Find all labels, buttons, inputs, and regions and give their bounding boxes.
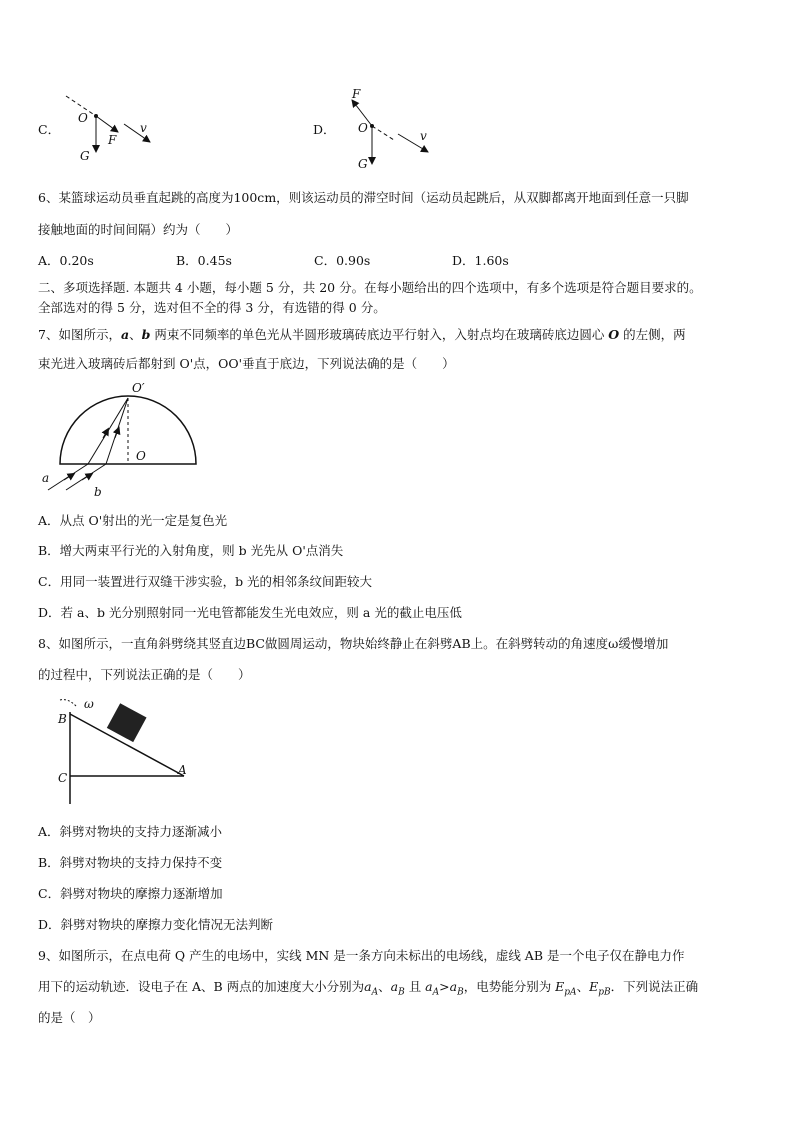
q7-sep: 、 bbox=[129, 327, 142, 342]
label-b: b bbox=[94, 485, 102, 499]
q7-option-c: C．用同一装置进行双缝干涉实验，b 光的相邻条纹间距较大 bbox=[38, 574, 373, 589]
q8-option-a: A．斜劈对物块的支持力逐渐减小 bbox=[38, 824, 223, 839]
q8-option-b: B．斜劈对物块的支持力保持不变 bbox=[38, 855, 223, 870]
q9-epb: E bbox=[589, 979, 599, 994]
section2-line1: 二、多项选择题. 本题共 4 小题，每小题 5 分，共 20 分。在每小题给出的四个选项中，有多个选项是符合题目要求的。 bbox=[38, 280, 702, 295]
dashed-line bbox=[372, 126, 394, 140]
label-g: G bbox=[80, 149, 90, 163]
force-arrow bbox=[96, 116, 118, 132]
q7-option-b: B．增大两束平行光的入射角度，则 b 光先从 O'点消失 bbox=[38, 543, 344, 558]
q8-line1: 8、如图所示，一直角斜劈绕其竖直边BC做圆周运动，物块始终静止在斜劈AB上。在斜劈转动的角速度ω缓慢增加 bbox=[38, 636, 669, 651]
q9-cmp-sub2: B bbox=[457, 987, 464, 998]
q8-option-d: D．斜劈对物块的摩擦力变化情况无法判断 bbox=[38, 917, 274, 932]
q9-text-pre: 用下的运动轨迹．设电子在 A、B 两点的加速度大小分别为 bbox=[38, 979, 365, 994]
q7-b: b bbox=[141, 327, 151, 342]
label-b: B bbox=[58, 712, 67, 726]
option-c-label: C． bbox=[38, 122, 61, 137]
q7-text-pre: 7、如图所示， bbox=[38, 327, 121, 342]
q8-option-c: C．斜劈对物块的摩擦力逐渐增加 bbox=[38, 886, 223, 901]
q9-line2 bbox=[38, 977, 698, 998]
label-g: G bbox=[358, 157, 368, 171]
block bbox=[107, 703, 147, 742]
q9-epa: E bbox=[555, 979, 565, 994]
point-o bbox=[370, 124, 374, 128]
q9-end: ．下列说法正确 bbox=[610, 979, 699, 994]
q6-option-c: C．0.90s bbox=[314, 253, 371, 268]
label-o: O bbox=[358, 121, 368, 135]
ray-b-arrow bbox=[82, 475, 90, 480]
q6-option-a: A．0.20s bbox=[38, 253, 94, 268]
q6-line1: 6、某篮球运动员垂直起跳的高度为100cm，则该运动员的滞空时间（运动员起跳后，从双脚都离开地面到任意一只脚 bbox=[38, 190, 689, 205]
q7-line1 bbox=[38, 325, 686, 343]
q7-figure bbox=[38, 378, 208, 502]
label-o-prime: O′ bbox=[132, 381, 145, 395]
q9-epa-sub: pA bbox=[564, 987, 577, 998]
label-v: v bbox=[420, 129, 427, 143]
label-o: O bbox=[136, 449, 146, 463]
q9-aA: a bbox=[364, 979, 372, 994]
q5-figure-d bbox=[340, 82, 450, 172]
rotation-arc bbox=[60, 700, 76, 706]
q9-cmp-sub1: A bbox=[432, 987, 440, 998]
q9-aB: a bbox=[390, 979, 399, 994]
q5-figure-c bbox=[60, 90, 170, 170]
q9-epb-sub: pB bbox=[598, 987, 611, 998]
q7-text-end: 的左侧，两 bbox=[619, 327, 686, 342]
q9-mid: 且 bbox=[404, 979, 426, 994]
q6-option-b: B．0.45s bbox=[176, 253, 232, 268]
q6-option-d: D．1.60s bbox=[452, 253, 509, 268]
q7-option-a: A．从点 O'射出的光一定是复色光 bbox=[38, 513, 228, 528]
point-o bbox=[94, 114, 98, 118]
q9-post: ，电势能分别为 bbox=[463, 979, 556, 994]
q9-sep: 、 bbox=[378, 979, 391, 994]
q9-gt: >a bbox=[439, 979, 458, 994]
label-c: C bbox=[58, 771, 68, 785]
label-f: F bbox=[108, 133, 117, 147]
label-a: a bbox=[42, 471, 50, 485]
q9-aB-sub: B bbox=[398, 987, 405, 998]
q7-text-post: 两束不同频率的单色光从半圆形玻璃砖底边平行射入，入射点均在玻璃砖底边圆心 bbox=[150, 327, 609, 342]
ray-a-inside bbox=[88, 398, 128, 464]
section2-line2: 全部选对的得 5 分，选对但不全的得 3 分，有选错的得 0 分。 bbox=[38, 300, 386, 315]
q9-cmp-a: a bbox=[425, 979, 433, 994]
ray-a-arrow bbox=[64, 475, 72, 480]
ray-b-inside bbox=[106, 398, 128, 464]
q7-line2: 束光进入玻璃砖后都射到 O'点，OO'垂直于底边，下列说法确的是（ ） bbox=[38, 356, 455, 371]
label-o: O bbox=[78, 111, 88, 125]
q7-a: a bbox=[120, 327, 130, 342]
q8-figure bbox=[52, 694, 202, 808]
label-v: v bbox=[140, 121, 147, 135]
q7-o: O bbox=[608, 327, 620, 342]
label-a: A bbox=[178, 763, 187, 777]
label-f: F bbox=[352, 87, 361, 101]
q7-option-d: D．若 a、b 光分别照射同一光电管都能发生光电效应，则 a 光的截止电压低 bbox=[38, 605, 462, 620]
label-omega: ω bbox=[84, 697, 94, 711]
q8-line2: 的过程中，下列说法正确的是（ ） bbox=[38, 667, 251, 682]
q9-aA-sub: A bbox=[371, 987, 379, 998]
option-d-label: D． bbox=[313, 122, 336, 137]
q9-line3: 的是（ ） bbox=[38, 1010, 101, 1025]
q6-line2: 接触地面的时间间隔）约为（ ） bbox=[38, 222, 239, 237]
q9-sep2: 、 bbox=[576, 979, 590, 994]
q9-line1: 9、如图所示，在点电荷 Q 产生的电场中，实线 MN 是一条方向未标出的电场线，虚线 AB 是一个电子仅在静电力作 bbox=[38, 948, 685, 963]
